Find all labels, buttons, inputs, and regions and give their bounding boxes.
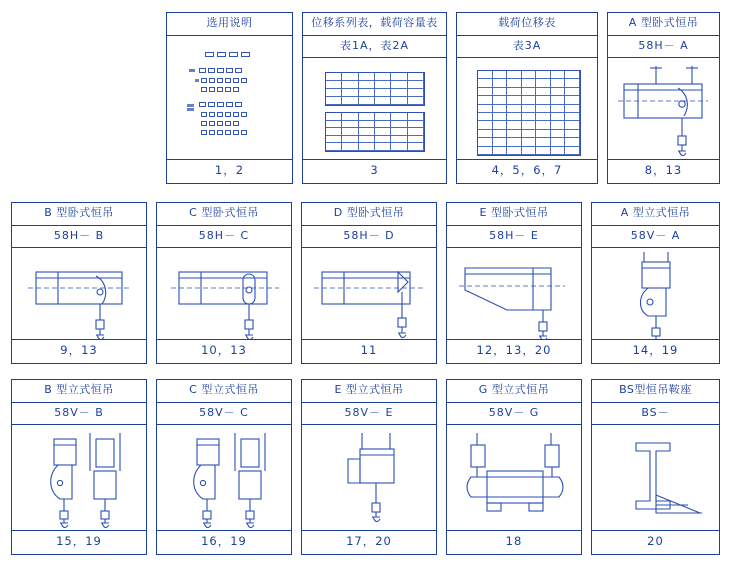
mini-table-2a	[325, 112, 425, 152]
drawing-type-e-horizontal	[447, 248, 581, 339]
card-subheader: 表1A，表2A	[303, 36, 446, 59]
card-header: A 型立式恒吊	[592, 203, 719, 226]
card-type-a-horizontal[interactable]	[607, 12, 720, 184]
card-type-c-vertical[interactable]	[156, 379, 292, 555]
card-header: B 型立式恒吊	[12, 380, 146, 403]
mini-table-1a	[325, 72, 425, 106]
card-footer: 18	[447, 530, 581, 554]
card-footer: 16，19	[157, 530, 291, 554]
card-type-b-vertical[interactable]	[11, 379, 147, 555]
card-body	[12, 248, 146, 339]
card-subheader: 58V－ E	[302, 403, 436, 426]
card-header: G 型立式恒吊	[447, 380, 581, 403]
mini-table-3a	[477, 70, 581, 156]
card-displacement-series-capacity[interactable]	[302, 12, 447, 184]
card-type-e-horizontal[interactable]	[446, 202, 582, 364]
card-header: C 型卧式恒吊	[157, 203, 291, 226]
card-load-displacement-table[interactable]	[456, 12, 598, 184]
card-type-g-vertical[interactable]	[446, 379, 582, 555]
card-header: A 型卧式恒吊	[608, 13, 719, 36]
card-type-e-vertical[interactable]	[301, 379, 437, 555]
card-body	[157, 425, 291, 530]
card-footer: 8，13	[608, 159, 719, 183]
card-body	[303, 58, 446, 159]
card-subheader: 表3A	[457, 36, 597, 59]
drawing-type-d-horizontal	[302, 248, 436, 339]
card-body	[447, 248, 581, 339]
card-subheader: BS－	[592, 403, 719, 426]
card-header: B 型卧式恒吊	[12, 203, 146, 226]
card-header: C 型立式恒吊	[157, 380, 291, 403]
card-footer: 1，2	[167, 159, 292, 183]
card-body	[592, 425, 719, 530]
card-body	[157, 248, 291, 339]
card-type-d-horizontal[interactable]	[301, 202, 437, 364]
card-subheader: 58H－ E	[447, 226, 581, 249]
card-footer: 10，13	[157, 339, 291, 363]
card-header: D 型卧式恒吊	[302, 203, 436, 226]
drawing-type-c-vertical	[157, 425, 291, 530]
card-header: 载荷位移表	[457, 13, 597, 36]
card-subheader: 58V－ A	[592, 226, 719, 249]
drawing-bs-saddle	[592, 425, 719, 530]
card-subheader: 58V－ C	[157, 403, 291, 426]
card-body	[12, 425, 146, 530]
card-subheader: 58H－ A	[608, 36, 719, 59]
card-footer: 14，19	[592, 339, 719, 363]
card-subheader: 58H－ B	[12, 226, 146, 249]
card-header: E 型立式恒吊	[302, 380, 436, 403]
card-body	[592, 248, 719, 339]
card-body	[167, 36, 292, 160]
card-type-a-vertical[interactable]	[591, 202, 720, 364]
card-subheader: 58H－ C	[157, 226, 291, 249]
card-body	[608, 58, 719, 159]
card-footer: 4，5，6，7	[457, 159, 597, 183]
card-footer: 17，20	[302, 530, 436, 554]
drawing-type-b-horizontal	[12, 248, 146, 339]
card-header: BS型恒吊鞍座	[592, 380, 719, 403]
card-body	[447, 425, 581, 530]
card-body	[302, 425, 436, 530]
card-footer: 12，13，20	[447, 339, 581, 363]
drawing-type-e-vertical	[302, 425, 436, 530]
drawing-type-b-vertical	[12, 425, 146, 530]
drawing-type-g-vertical	[447, 425, 581, 530]
card-type-c-horizontal[interactable]	[156, 202, 292, 364]
drawing-type-a-vertical	[592, 248, 719, 339]
card-footer: 15，19	[12, 530, 146, 554]
card-header: 位移系列表，载荷容量表	[303, 13, 446, 36]
card-subheader: 58V－ G	[447, 403, 581, 426]
card-subheader: 58H－ D	[302, 226, 436, 249]
drawing-type-a-horizontal	[608, 58, 719, 159]
card-footer: 20	[592, 530, 719, 554]
card-selection-notes[interactable]	[166, 12, 293, 184]
drawing-type-c-horizontal	[157, 248, 291, 339]
card-footer: 9，13	[12, 339, 146, 363]
card-footer: 3	[303, 159, 446, 183]
card-body	[457, 58, 597, 159]
card-body	[302, 248, 436, 339]
card-bs-saddle[interactable]	[591, 379, 720, 555]
card-subheader: 58V－ B	[12, 403, 146, 426]
card-header: E 型卧式恒吊	[447, 203, 581, 226]
card-footer: 11	[302, 339, 436, 363]
card-type-b-horizontal[interactable]	[11, 202, 147, 364]
card-header: 选用说明	[167, 13, 292, 36]
